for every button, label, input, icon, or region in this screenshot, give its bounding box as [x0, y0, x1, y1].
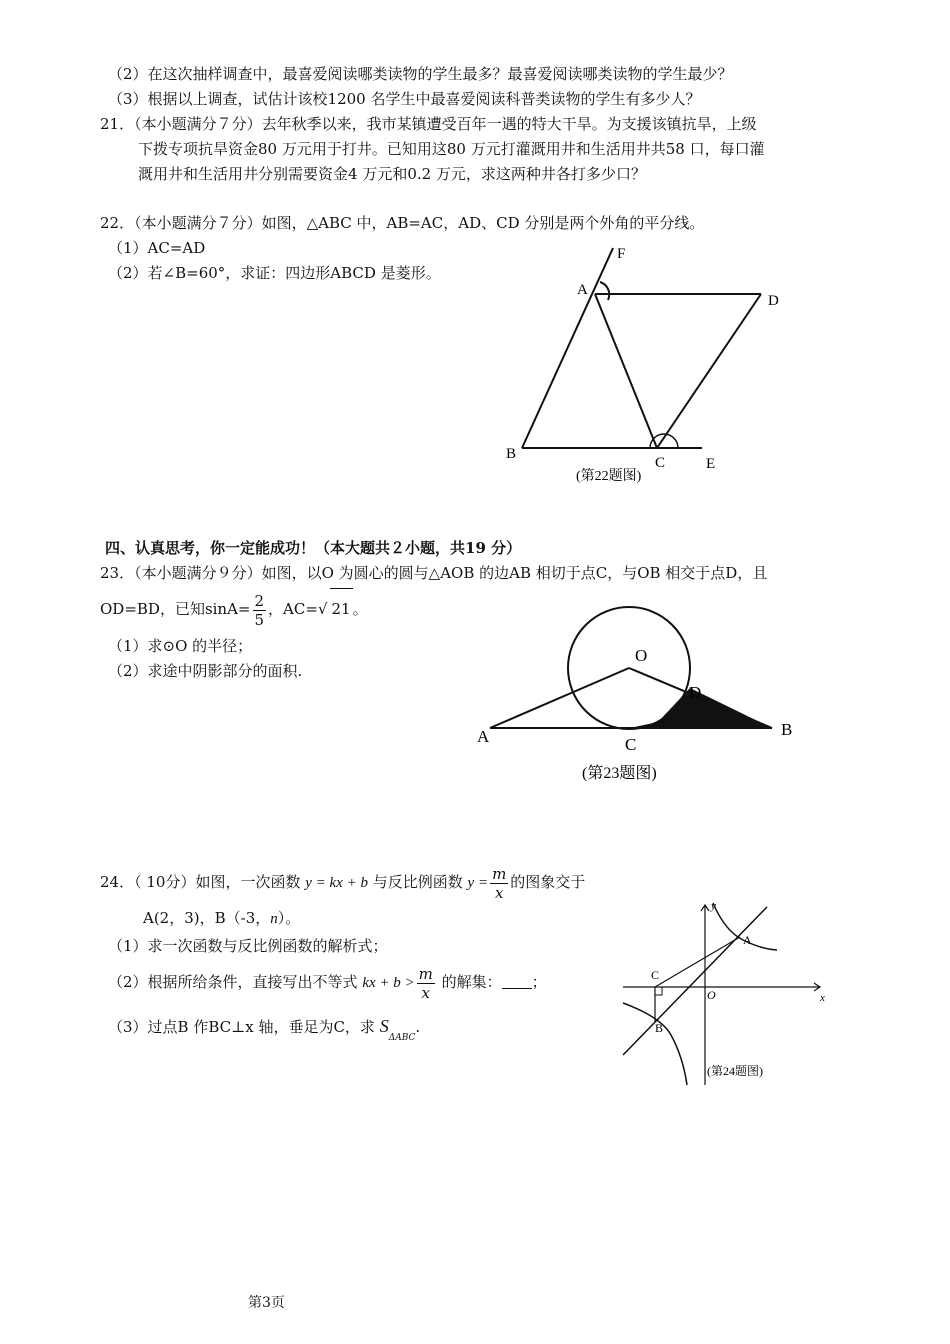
q24-part3-text1: （3）过点B 作BC⊥x 轴，垂足为C，求	[108, 1018, 375, 1036]
q24-part2	[108, 962, 547, 1003]
fig24-origin: O	[707, 988, 716, 1002]
q23-radicand: 21	[330, 588, 353, 629]
q23-part1: （1）求⊙O 的半径；	[108, 637, 253, 655]
q24-stem	[100, 862, 585, 903]
q24-inequality: kx + b >	[362, 975, 415, 991]
q24-text3: 的图象交于	[510, 873, 586, 891]
fig23-label-O: O	[635, 646, 648, 665]
fig22-label-B: B	[506, 446, 517, 462]
q24-inverse-num: m	[492, 864, 507, 883]
figure-23	[470, 600, 800, 790]
sqrt-icon: √	[317, 600, 328, 618]
q23-given-text3: 。	[352, 600, 368, 618]
q24-text2: 与反比例函数	[372, 873, 463, 891]
figure-24	[615, 895, 830, 1090]
fig24-axis-y: y	[711, 900, 716, 912]
q23-part2: （2）求途中阴影部分的面积.	[108, 662, 303, 680]
fig23-label-C: C	[625, 735, 637, 754]
q23-sin-den: 5	[254, 610, 265, 629]
q23-given	[100, 588, 368, 629]
q23-sin-fraction	[253, 592, 267, 629]
q24-points-end: ）。	[277, 909, 301, 927]
figure-22	[490, 240, 790, 490]
q24-part3-text2: .	[415, 1018, 421, 1036]
fig23-label-B: B	[781, 720, 793, 739]
q24-ineq-num: m	[418, 964, 433, 983]
fig22-caption: (第22题图)	[576, 469, 642, 484]
fig24-axis-x: x	[820, 992, 825, 1004]
q24-part3	[108, 1010, 420, 1054]
q20-part2: （2）在这次抽样调查中，最喜爱阅读哪类读物的学生最多？最喜爱阅读哪类读物的学生最少？	[108, 65, 733, 83]
q20-part3: （3）根据以上调查，试估计该校1200 名学生中最喜爱阅读科普类读物的学生有多少人？	[108, 90, 701, 108]
q24-ineq-fraction	[417, 965, 435, 1002]
section4-heading: 四、认真思考，你一定能成功！（本大题共２小题，共19 分）	[105, 539, 522, 557]
q21-line2: 下拨专项抗旱资金80 万元用于打井。已知用这80 万元打灌溉用井和生活用井共58 口，每口灌	[138, 140, 765, 158]
fig23-label-D: D	[689, 683, 702, 702]
q23-given-text2: ，AC=	[268, 600, 318, 618]
fig22-label-A: A	[577, 282, 588, 298]
fig24-label-B: B	[655, 1021, 664, 1035]
q21-line1: 21．（本小题满分７分）去年秋季以来，我市某镇遭受百年一遇的特大干旱。为支援该镇抗旱，上级	[100, 115, 757, 133]
fig23-label-A: A	[477, 727, 490, 746]
q24-part2-text3: ；	[531, 973, 547, 991]
page-number: 第3页	[248, 1295, 285, 1311]
fig23-caption: (第23题图)	[582, 765, 657, 782]
q24-points-text: A(2，3)，B（-3，	[143, 909, 271, 927]
q24-text1: 24．（ 10分）如图，一次函数	[100, 873, 301, 891]
fig24-label-A: A	[743, 933, 752, 947]
fig24-label-C: C	[651, 968, 660, 982]
q24-part2-text2: 的解集：	[441, 973, 502, 991]
q24-linear-eq: y = kx + b	[305, 875, 368, 891]
q22-part1: （1）AC=AD	[108, 239, 206, 257]
q24-area-sub: ΔABC	[388, 1033, 416, 1043]
fig22-label-C: C	[655, 455, 666, 471]
fig22-label-E: E	[706, 456, 716, 472]
q22-stem: 22．（本小题满分７分）如图，△ABC 中，AB=AC，AD、CD 分别是两个外角的平分线。	[100, 214, 705, 232]
answer-blank[interactable]	[502, 974, 532, 989]
fig24-caption: (第24题图)	[707, 1064, 763, 1078]
q24-part2-text1: （2）根据所给条件，直接写出不等式	[108, 973, 358, 991]
q23-sin-num: 2	[254, 591, 265, 610]
q24-area-S: S	[379, 1016, 389, 1036]
q24-points	[143, 908, 300, 929]
q24-ineq-den: x	[421, 983, 430, 1002]
q24-inverse-eq: y =	[467, 875, 489, 891]
q24-inverse-fraction	[490, 865, 508, 902]
q21-line3: 溉用井和生活用井分别需要资金4 万元和0.2 万元，求这两种井各打多少口？	[138, 165, 646, 183]
q23-stem: 23．（本小题满分９分）如图，以O 为圆心的圆与△AOB 的边AB 相切于点C，与OB 相交于点D，且	[100, 564, 768, 582]
fig22-label-D: D	[768, 293, 779, 309]
q22-part2: （2）若∠B=60°，求证：四边形ABCD 是菱形。	[108, 264, 441, 282]
q24-inverse-den: x	[494, 883, 504, 902]
fig22-label-F: F	[617, 246, 626, 262]
q23-given-text1: OD=BD，已知sinA=	[100, 600, 251, 618]
q24-points-n: n	[270, 911, 278, 927]
q24-part1: （1）求一次函数与反比例函数的解析式；	[108, 937, 388, 955]
